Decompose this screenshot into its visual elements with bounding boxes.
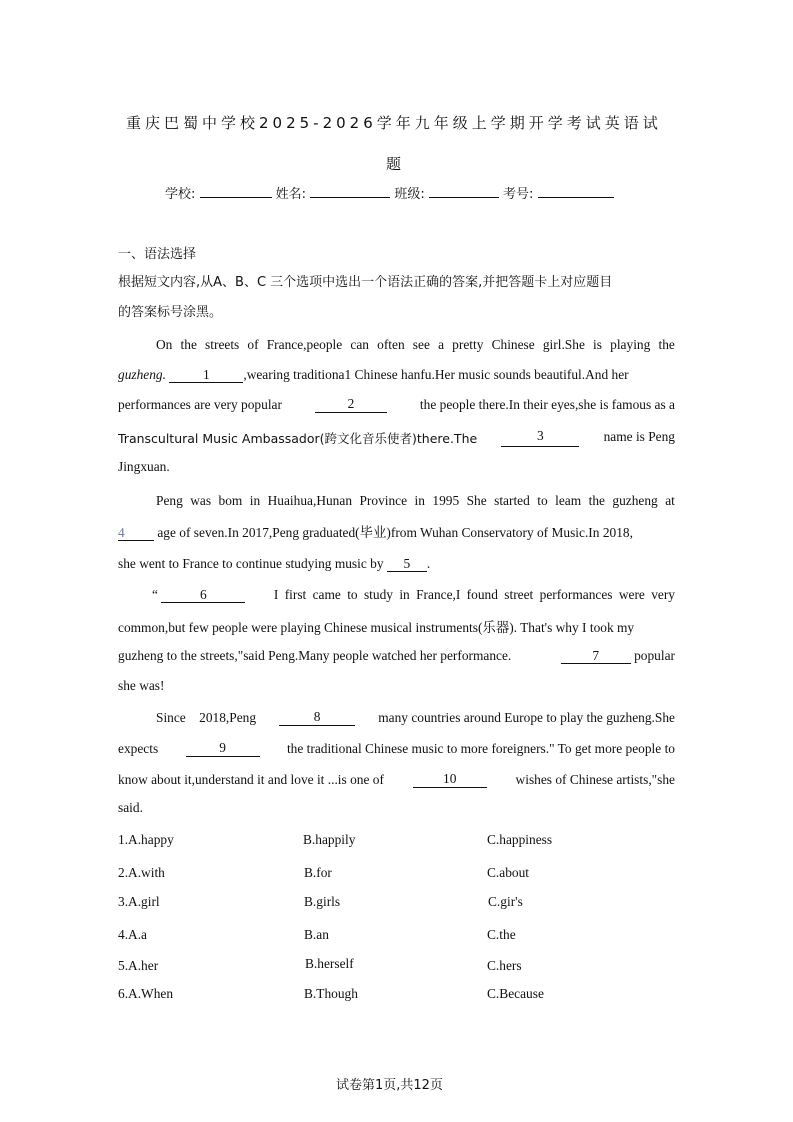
p2-line1-word: bom bbox=[218, 493, 243, 508]
option-6-b[interactable]: B.Though bbox=[304, 986, 358, 1001]
p1-line1-word: see bbox=[412, 337, 430, 352]
p2-line1-word: She bbox=[466, 493, 487, 508]
p4-line3-a: know about it,understand it and love it ...is one of bbox=[118, 772, 384, 787]
blank-5[interactable]: 5 bbox=[387, 557, 427, 572]
name-blank[interactable] bbox=[310, 197, 390, 198]
p2-line1-word: to bbox=[537, 493, 548, 508]
open-quote: “ bbox=[152, 587, 158, 602]
p1-line1-word: France,people bbox=[266, 337, 343, 352]
option-4-b[interactable]: B.an bbox=[304, 927, 329, 942]
option-5-a[interactable]: 5.A.her bbox=[118, 958, 159, 973]
p1-line1-word: streets bbox=[205, 337, 240, 352]
option-5-b[interactable]: B.herself bbox=[305, 956, 354, 971]
p4-line3 bbox=[118, 772, 675, 788]
p2-line1-word: was bbox=[190, 493, 212, 508]
p1-line3-a: performances are very popular bbox=[118, 397, 282, 412]
p4-line4: said. bbox=[118, 800, 143, 815]
p2-line3 bbox=[118, 556, 430, 572]
p1-line1-word: a bbox=[438, 337, 445, 352]
section-heading: 一、语法选择 bbox=[118, 247, 197, 262]
p3-line4: she was! bbox=[118, 678, 165, 693]
option-2-c[interactable]: C.about bbox=[487, 865, 530, 880]
option-4-a[interactable]: 4.A.a bbox=[118, 927, 148, 942]
guzheng-word: guzheng. bbox=[118, 367, 166, 382]
p2-line1-word: the bbox=[588, 493, 605, 508]
p2-line1-word: in bbox=[414, 493, 425, 508]
class-label: 班级: bbox=[394, 187, 425, 202]
p2-line1-word: Huaihua,Hunan bbox=[267, 493, 353, 508]
name-label: 姓名: bbox=[275, 187, 307, 202]
blank-3[interactable]: 3 bbox=[501, 429, 579, 447]
p3-line1-text: I first came to study in France,I found street performances were very bbox=[273, 587, 675, 602]
option-3-b[interactable]: B.girls bbox=[304, 894, 341, 909]
blank-2[interactable]: 2 bbox=[315, 397, 387, 413]
option-6-a[interactable]: 6.A.When bbox=[118, 986, 174, 1001]
school-blank[interactable] bbox=[200, 197, 272, 198]
p4-line2-b: the traditional Chinese music to more foreigners." To get more people to bbox=[286, 741, 675, 756]
p1-line3-b: the people there.In their eyes,she is famous as a bbox=[419, 397, 675, 412]
p1-line4 bbox=[118, 429, 675, 447]
p1-line2 bbox=[118, 367, 675, 383]
option-1-b[interactable]: B.happily bbox=[303, 832, 356, 847]
p4-line2-a: expects bbox=[118, 741, 159, 756]
info-line bbox=[165, 183, 614, 203]
p4-line3-b: wishes of Chinese artists,"she bbox=[515, 772, 675, 787]
option-3-a[interactable]: 3.A.girl bbox=[118, 894, 160, 909]
p2-line1-word: Province bbox=[359, 493, 408, 508]
option-6-c[interactable]: C.Because bbox=[487, 986, 544, 1001]
school-label: 学校: bbox=[165, 187, 196, 202]
p3-line3 bbox=[118, 648, 675, 664]
p2-line1-word: started bbox=[494, 493, 530, 508]
option-4-c[interactable]: C.the bbox=[487, 927, 516, 942]
p2-line1-word: at bbox=[665, 493, 675, 508]
p1-line1-word: pretty bbox=[452, 337, 484, 352]
option-2-b[interactable]: B.for bbox=[304, 865, 332, 880]
p1-line1-word: the bbox=[658, 337, 675, 352]
p1-line1-word: On bbox=[156, 337, 173, 352]
p3-line3-a: guzheng to the streets,"said Peng.Many people watched her performance. bbox=[118, 648, 512, 663]
instruction-line2: 的答案标号涂黑。 bbox=[118, 305, 223, 320]
p2-line1-word: guzheng bbox=[612, 493, 658, 508]
p2-line2-text: age of seven.In 2017,Peng graduated(毕业)from Wuhan Conservatory of Music.In 2018, bbox=[157, 525, 633, 540]
p1-line1-word: girl.She bbox=[542, 337, 585, 352]
p2-line1-word: in bbox=[249, 493, 261, 508]
option-1-a[interactable]: 1.A.happy bbox=[118, 832, 174, 847]
p1-line1 bbox=[156, 337, 675, 353]
p4-line1 bbox=[156, 710, 675, 726]
blank-4[interactable]: 4 bbox=[118, 526, 154, 541]
blank-9[interactable]: 9 bbox=[186, 741, 260, 757]
p1-line1-word: is bbox=[593, 337, 602, 352]
p2-line1-word: Peng bbox=[156, 493, 183, 508]
p1-line3 bbox=[118, 397, 675, 413]
page-footer: 试卷第1页,共12页 bbox=[336, 1078, 443, 1093]
instruction-line1: 根据短文内容,从A、B、C 三个选项中选出一个语法正确的答案,并把答题卡上对应题目 bbox=[118, 275, 613, 290]
option-2-a[interactable]: 2.A.with bbox=[118, 865, 165, 880]
blank-8[interactable]: 8 bbox=[279, 710, 355, 726]
id-blank[interactable] bbox=[538, 197, 614, 198]
p1-line4-a: Transcultural Music Ambassador(跨文化音乐使者)there.The bbox=[118, 431, 478, 446]
blank-10[interactable]: 10 bbox=[413, 772, 487, 788]
p1-line1-word: playing bbox=[610, 337, 651, 352]
class-blank[interactable] bbox=[429, 197, 499, 198]
id-label: 考号: bbox=[503, 187, 534, 202]
p1-line2-text: ,wearing traditiona1 Chinese hanfu.Her music sounds beautiful.And her bbox=[243, 367, 629, 382]
p2-line3-end: . bbox=[426, 556, 431, 571]
p2-line1 bbox=[156, 493, 675, 509]
p3-line2: common,but few people were playing Chinese musical instruments(乐器). That's why I took my bbox=[118, 620, 635, 635]
p4-line1-a: Since 2018,Peng bbox=[156, 710, 257, 725]
blank-1[interactable]: 1 bbox=[169, 368, 243, 383]
p1-line1-word: Chinese bbox=[491, 337, 535, 352]
p3-line1 bbox=[152, 587, 675, 603]
p2-line3-a: she went to France to continue studying music by bbox=[118, 556, 384, 571]
p2-line2 bbox=[118, 522, 675, 541]
page-title-line1: 重庆巴蜀中学校2025-2026学年九年级上学期开学考试英语试 bbox=[126, 114, 662, 132]
option-1-c[interactable]: C.happiness bbox=[487, 832, 553, 847]
p3-line3-b: popular bbox=[634, 648, 675, 663]
p2-line1-word: 1995 bbox=[432, 493, 460, 508]
option-3-c[interactable]: C.gir's bbox=[488, 894, 523, 909]
blank-6[interactable]: 6 bbox=[161, 588, 245, 603]
p1-line1-word: can bbox=[350, 337, 369, 352]
blank-7[interactable]: 7 bbox=[561, 649, 631, 664]
p4-line1-b: many countries around Europe to play the guzheng.She bbox=[378, 710, 675, 725]
p1-line4-b: name is Peng bbox=[603, 429, 675, 444]
p4-line2 bbox=[118, 741, 675, 757]
option-5-c[interactable]: C.hers bbox=[487, 958, 522, 973]
p1-line5: Jingxuan. bbox=[118, 459, 170, 474]
p2-line1-word: leam bbox=[555, 493, 582, 508]
page-title-line2: 题 bbox=[386, 155, 406, 173]
p1-line1-word: often bbox=[377, 337, 405, 352]
p1-line1-word: the bbox=[180, 337, 197, 352]
p1-line1-word: of bbox=[247, 337, 259, 352]
